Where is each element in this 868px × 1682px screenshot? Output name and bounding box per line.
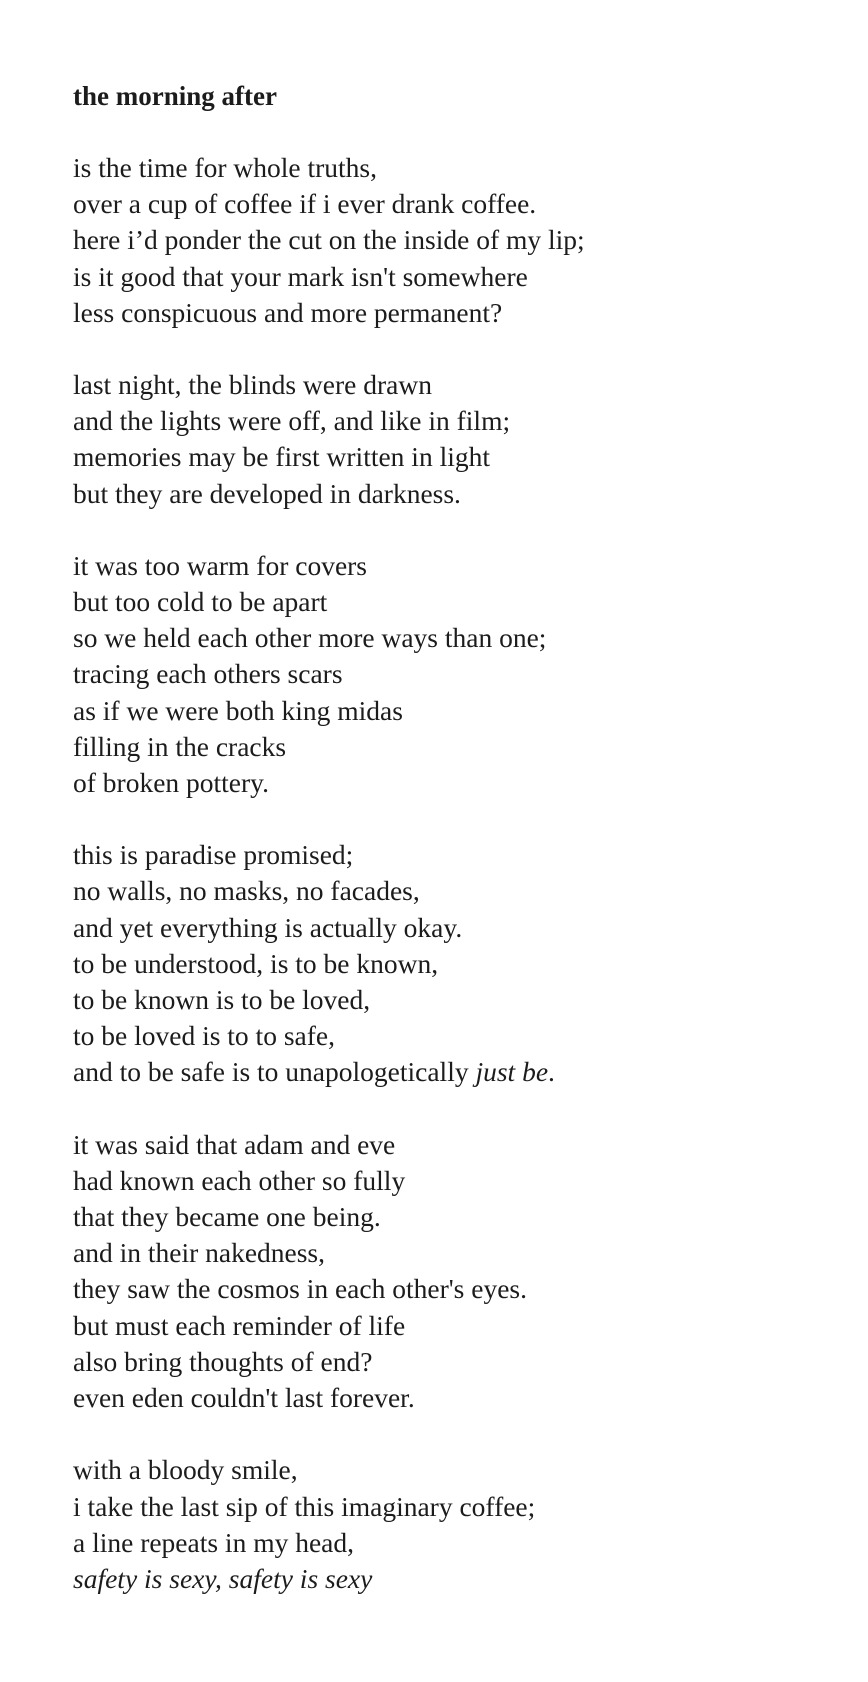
poem-line: had known each other so fully <box>73 1164 406 1196</box>
poem-line: as if we were both king midas <box>73 694 403 726</box>
poem-line: they saw the cosmos in each other's eyes. <box>73 1273 527 1305</box>
poem-line: and the lights were off, and like in film; <box>73 405 511 437</box>
poem-line: over a cup of coffee if i ever drank coffee. <box>73 188 537 220</box>
poem-line: but too cold to be apart <box>73 586 328 618</box>
poem-page <box>73 78 843 1633</box>
stanza-5 <box>73 1127 843 1417</box>
poem-line: but must each reminder of life <box>73 1309 406 1341</box>
poem-line-with-emphasis <box>73 1054 843 1090</box>
poem-title: the morning after <box>73 81 277 111</box>
poem-line: but they are developed in darkness. <box>73 477 461 509</box>
poem-line: to be loved is to to safe, <box>73 1020 335 1052</box>
stanza-2 <box>73 367 843 512</box>
poem-line: last night, the blinds were drawn <box>73 369 432 401</box>
poem-line: so we held each other more ways than one; <box>73 622 547 654</box>
emphasis-text: just be <box>475 1056 549 1088</box>
stanza-6 <box>73 1452 843 1597</box>
poem-line: a line repeats in my head, <box>73 1526 355 1558</box>
poem-line: less conspicuous and more permanent? <box>73 296 503 328</box>
poem-line: no walls, no masks, no facades, <box>73 875 420 907</box>
poem-line: even eden couldn't last forever. <box>73 1382 415 1414</box>
poem-line: memories may be first written in light <box>73 441 490 473</box>
poem-line: that they became one being. <box>73 1201 381 1233</box>
stanza-3 <box>73 548 843 801</box>
stanza-1 <box>73 150 843 331</box>
stanza-4 <box>73 837 843 1090</box>
poem-line: also bring thoughts of end? <box>73 1345 373 1377</box>
poem-line: with a bloody smile, <box>73 1454 298 1486</box>
poem-line: it was said that adam and eve <box>73 1128 396 1160</box>
poem-line: tracing each others scars <box>73 658 343 690</box>
poem-line: i take the last sip of this imaginary coffee; <box>73 1490 536 1522</box>
poem-line: to be known is to be loved, <box>73 984 371 1016</box>
poem-line: is it good that your mark isn't somewhere <box>73 260 528 292</box>
poem-line: to be understood, is to be known, <box>73 947 439 979</box>
poem-line: filling in the cracks <box>73 730 287 762</box>
line-punctuation: . <box>548 1056 555 1088</box>
poem-line: is the time for whole truths, <box>73 152 377 183</box>
line-text: and to be safe is to unapologetically <box>73 1056 476 1088</box>
poem-line: and in their nakedness, <box>73 1237 326 1269</box>
poem-line: here i’d ponder the cut on the inside of my lip; <box>73 224 585 256</box>
poem-line: it was too warm for covers <box>73 549 368 581</box>
poem-line: and yet everything is actually okay. <box>73 911 463 943</box>
closing-italic-line: safety is sexy, safety is sexy <box>73 1562 373 1594</box>
poem-line: this is paradise promised; <box>73 839 354 871</box>
poem-line: of broken pottery. <box>73 767 270 799</box>
